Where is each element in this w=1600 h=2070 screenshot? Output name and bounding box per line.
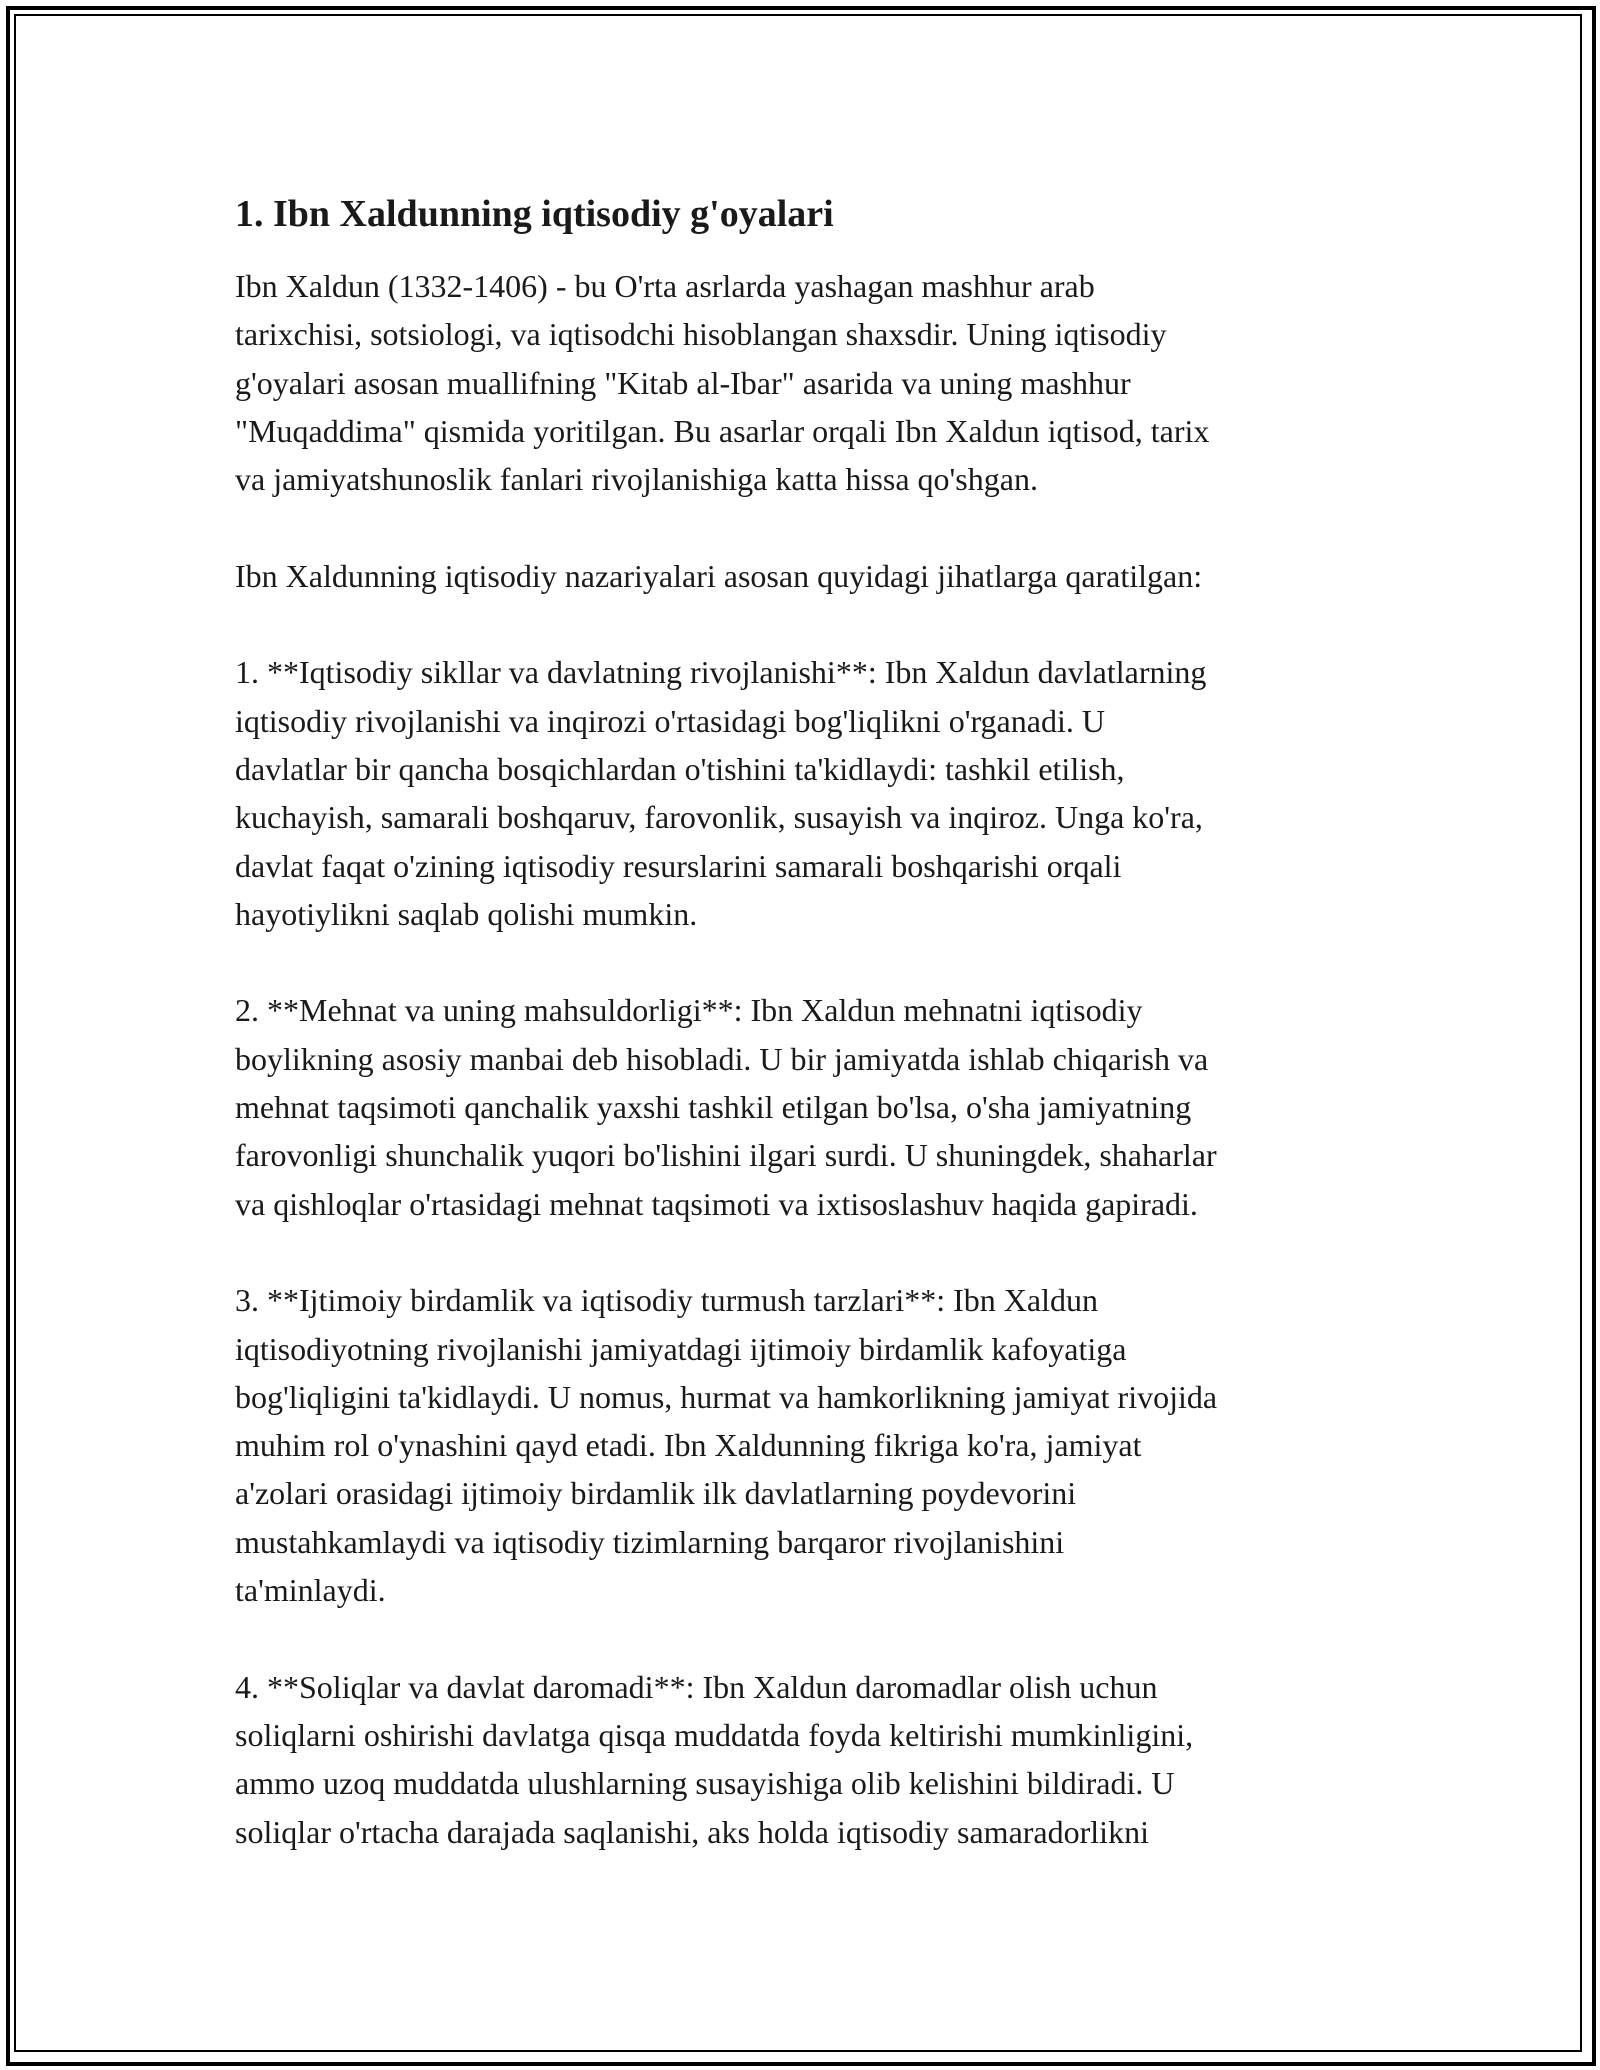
- paragraph-intro: Ibn Xaldun (1332-1406) - bu O'rta asrlarda yashagan mashhur arab tarixchisi, sotsiologi, va iqtisodchi hisoblangan shaxsdir. Uning iqtisodiy g'oyalari asosan muallifning "Kitab al-Ibar" asarida va uning mashhur "Muqaddima" qismida yoritilgan. Bu asarlar orqali Ibn Xaldun iqtisod, tarix va jamiyatshunoslik fanlari rivojlanishiga katta hissa qo'shgan.: [235, 268, 1210, 498]
- section-heading: 1. Ibn Xaldunning iqtisodiy g'oyalari: [235, 193, 834, 235]
- list-item-3: 3. **Ijtimoiy birdamlik va iqtisodiy turmush tarzlari**: Ibn Xaldun iqtisodiyotning rivojlanishi jamiyatdagi ijtimoiy birdamlik kafoyatiga bog'liqligini ta'kidlaydi. U nomus, hurmat va hamkorlikning jamiyat rivojida muhim rol o'ynashini qayd etadi. Ibn Xaldunning fikriga ko'ra, jamiyat a'zolari orasidagi ijtimoiy birdamlik ilk davlatlarning poydevorini mustahkamlaydi va iqtisodiy tizimlarning barqaror rivojlanishini ta'minlaydi.: [235, 1282, 1218, 1609]
- document-body: [235, 180, 1365, 1904]
- list-item-1: 1. **Iqtisodiy sikllar va davlatning rivojlanishi**: Ibn Xaldun davlatlarning iqtisodiy rivojlanishi va inqirozi o'rtasidagi bog'liqlikni o'rganadi. U davlatlar bir qancha bosqichlardan o'tishini ta'kidlaydi: tashkil etilish, kuchayish, samarali boshqaruv, farovonlik, susayish va inqiroz. Unga ko'ra, davlat faqat o'zining iqtisodiy resurslarini samarali boshqarishi orqali hayotiylikni saqlab qolishi mumkin.: [235, 654, 1207, 932]
- paragraph-lead: Ibn Xaldunning iqtisodiy nazariyalari asosan quyidagi jihatlarga qaratilgan:: [235, 557, 1203, 594]
- list-item-2: 2. **Mehnat va uning mahsuldorligi**: Ibn Xaldun mehnatni iqtisodiy boylikning asosiy manbai deb hisobladi. U bir jamiyatda ishlab chiqarish va mehnat taqsimoti qanchalik yaxshi tashkil etilgan bo'lsa, o'sha jamiyatning farovonligi shunchalik yuqori bo'lishini ilgari surdi. U shuningdek, shaharlar va qishloqlar o'rtasidagi mehnat taqsimoti va ixtisoslashuv haqida gapiradi.: [235, 992, 1217, 1222]
- list-item-4: 4. **Soliqlar va davlat daromadi**: Ibn Xaldun daromadlar olish uchun soliqlarni oshirishi davlatga qisqa muddatda foyda keltirishi mumkinligini, ammo uzoq muddatda ulushlarning susayishiga olib kelishini bildiradi. U soliqlar o'rtacha darajada saqlanishi, aks holda iqtisodiy samaradorlikni: [235, 1668, 1194, 1850]
